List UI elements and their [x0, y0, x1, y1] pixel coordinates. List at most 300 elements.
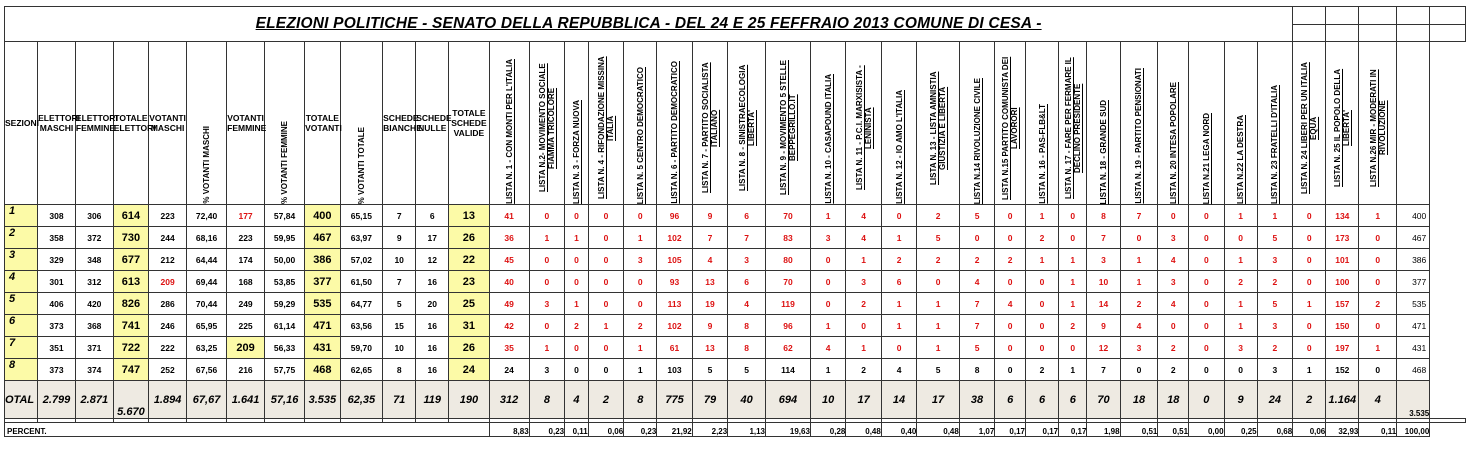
cell-list-26: 0 — [1359, 315, 1397, 337]
header-list-18 — [1087, 42, 1120, 205]
cell-list-4: 0 — [588, 205, 623, 227]
percent-list-20: 0,51 — [1158, 423, 1189, 437]
percent-list-15: 0,17 — [995, 423, 1026, 437]
cell-list-16: 2 — [1026, 227, 1059, 249]
cell-list-6: 113 — [657, 293, 692, 315]
cell-list-24: 0 — [1293, 271, 1326, 293]
total-pvf: 57,16 — [264, 381, 304, 419]
cell-pvm: 70,44 — [186, 293, 226, 315]
cell-list-9: 70 — [766, 205, 811, 227]
cell-tsv: 26 — [449, 227, 489, 249]
cell-list-24: 1 — [1293, 293, 1326, 315]
cell-list-3: 0 — [565, 271, 589, 293]
cell-sb: 7 — [383, 205, 416, 227]
cell-list-4: 0 — [588, 271, 623, 293]
blank-cell — [1430, 419, 1466, 423]
percent-list-16: 0,17 — [1026, 423, 1059, 437]
cell-list-11: 1 — [846, 337, 881, 359]
cell-te: 677 — [113, 249, 148, 271]
cell-list-8: 7 — [728, 227, 766, 249]
total-list-15: 6 — [995, 381, 1026, 419]
page-title: ELEZIONI POLITICHE - SENATO DELLA REPUBBLICA - DEL 24 E 25 FEFFRAIO 2013 COMUNE DI CESA - — [5, 7, 1293, 42]
list-name: LISTA N.22 LA DESTRA — [1236, 114, 1246, 204]
list-name: LISTA N.21 LEGA NORD — [1201, 112, 1211, 204]
cell-list-23: 3 — [1257, 359, 1293, 381]
cell-list-12: 0 — [881, 337, 916, 359]
total-list-19: 18 — [1120, 381, 1158, 419]
percent-row — [5, 423, 1466, 437]
cell-em: 351 — [38, 337, 76, 359]
cell-list-18: 3 — [1087, 249, 1120, 271]
cell-list-7: 9 — [692, 315, 727, 337]
blank-cell — [1326, 7, 1359, 25]
cell-list-2: 3 — [529, 359, 564, 381]
section-number: 1 — [5, 205, 38, 227]
cell-list-26: 0 — [1359, 249, 1397, 271]
cell-list-22: 2 — [1224, 271, 1257, 293]
cell-vf: 216 — [227, 359, 265, 381]
percent-list-24: 0,06 — [1293, 423, 1326, 437]
cell-list-17: 1 — [1059, 359, 1087, 381]
cell-row-total: 400 — [1397, 205, 1430, 227]
cell-vm: 252 — [149, 359, 187, 381]
cell-vm: 246 — [149, 315, 187, 337]
cell-list-25: 134 — [1326, 205, 1359, 227]
total-tsv: 190 — [449, 381, 489, 419]
section-number: 5 — [5, 293, 38, 315]
total-list-26: 4 — [1359, 381, 1397, 419]
cell-vf: 168 — [227, 271, 265, 293]
cell-sn: 16 — [416, 315, 449, 337]
cell-em: 301 — [38, 271, 76, 293]
total-list-7: 79 — [692, 381, 727, 419]
cell-tv: 535 — [305, 293, 340, 315]
cell-list-18: 12 — [1087, 337, 1120, 359]
list-name: LISTA N. 18 - GRANDE SUD — [1099, 99, 1108, 204]
total-list-20: 18 — [1158, 381, 1189, 419]
cell-list-4: 0 — [588, 337, 623, 359]
list-name: LISTA N. 23 FRATELLI D'ITALIA — [1270, 85, 1280, 204]
header-schede-nulle: SCHEDE NULLE — [416, 42, 449, 205]
cell-te: 747 — [113, 359, 148, 381]
cell-list-26: 2 — [1359, 293, 1397, 315]
header-list-7 — [692, 42, 727, 205]
total-sb: 71 — [383, 381, 416, 419]
percent-list-14: 1,07 — [959, 423, 994, 437]
cell-list-23: 1 — [1257, 205, 1293, 227]
cell-list-25: 101 — [1326, 249, 1359, 271]
cell-list-6: 61 — [657, 337, 692, 359]
list-name: LISTA N. 13 - LISTA AMNISTIA GIUSTIZIA E LIBERTA — [929, 71, 948, 185]
cell-list-5: 0 — [624, 205, 657, 227]
percent-label: PERCENT. — [5, 423, 490, 437]
cell-pvt: 59,70 — [340, 337, 383, 359]
cell-pvm: 67,56 — [186, 359, 226, 381]
table-row — [5, 227, 1466, 249]
percent-list-23: 0,68 — [1257, 423, 1293, 437]
total-list-21: 0 — [1189, 381, 1224, 419]
cell-list-17: 0 — [1059, 337, 1087, 359]
blank-cell — [1359, 24, 1397, 42]
header-list-22 — [1224, 42, 1257, 205]
total-pvm: 67,67 — [186, 381, 226, 419]
cell-row-total: 431 — [1397, 337, 1430, 359]
cell-pvf: 57,84 — [264, 205, 304, 227]
cell-ef: 306 — [75, 205, 113, 227]
cell-list-20: 4 — [1158, 293, 1189, 315]
cell-em: 308 — [38, 205, 76, 227]
cell-list-14: 5 — [959, 205, 994, 227]
cell-vm: 223 — [149, 205, 187, 227]
cell-vm: 222 — [149, 337, 187, 359]
cell-list-1: 40 — [489, 271, 529, 293]
cell-list-11: 2 — [846, 293, 881, 315]
cell-list-21: 0 — [1189, 227, 1224, 249]
cell-sb: 5 — [383, 293, 416, 315]
cell-list-24: 0 — [1293, 249, 1326, 271]
total-tv: 3.535 — [305, 381, 340, 419]
cell-list-23: 3 — [1257, 315, 1293, 337]
cell-list-1: 45 — [489, 249, 529, 271]
cell-list-3: 2 — [565, 315, 589, 337]
cell-list-19: 1 — [1120, 249, 1158, 271]
cell-list-12: 2 — [881, 249, 916, 271]
cell-te: 722 — [113, 337, 148, 359]
header-totale-schede-valide: TOTALE SCHEDE VALIDE — [449, 42, 489, 205]
header-sezioni: SEZIONI — [5, 42, 38, 205]
cell-pvm: 69,44 — [186, 271, 226, 293]
blank-cell — [1430, 24, 1466, 42]
cell-tv: 386 — [305, 249, 340, 271]
list-name: LISTA N. 1 - CON MONTI PER L'ITALIA — [504, 59, 514, 204]
cell-list-13: 5 — [917, 359, 960, 381]
section-number: 3 — [5, 249, 38, 271]
cell-pvt: 64,77 — [340, 293, 383, 315]
cell-sb: 8 — [383, 359, 416, 381]
cell-pvt: 61,50 — [340, 271, 383, 293]
cell-list-3: 0 — [565, 359, 589, 381]
percent-list-25: 32,93 — [1326, 423, 1359, 437]
cell-list-8: 8 — [728, 315, 766, 337]
cell-sn: 17 — [416, 227, 449, 249]
cell-sb: 7 — [383, 271, 416, 293]
total-vm: 1.894 — [149, 381, 187, 419]
cell-pvt: 62,65 — [340, 359, 383, 381]
cell-list-10: 0 — [810, 249, 845, 271]
total-pvt: 62,35 — [340, 381, 383, 419]
list-name: LISTA N. 20 INTESA POPOLARE — [1168, 82, 1178, 204]
cell-list-5: 1 — [624, 337, 657, 359]
cell-list-10: 4 — [810, 337, 845, 359]
total-ef: 2.871 — [75, 381, 113, 419]
cell-list-11: 4 — [846, 227, 881, 249]
cell-list-1: 35 — [489, 337, 529, 359]
cell-list-17: 1 — [1059, 271, 1087, 293]
total-list-11: 17 — [846, 381, 881, 419]
cell-list-19: 0 — [1120, 359, 1158, 381]
cell-list-5: 3 — [624, 249, 657, 271]
cell-list-2: 0 — [529, 315, 564, 337]
percent-list-13: 0,48 — [917, 423, 960, 437]
total-grand: 3.535 — [1397, 381, 1430, 419]
cell-list-25: 152 — [1326, 359, 1359, 381]
total-list-6: 775 — [657, 381, 692, 419]
total-te: 5.670 — [113, 381, 148, 419]
cell-list-24: 0 — [1293, 205, 1326, 227]
cell-tv: 377 — [305, 271, 340, 293]
cell-list-24: 0 — [1293, 227, 1326, 249]
cell-list-10: 1 — [810, 315, 845, 337]
cell-list-17: 0 — [1059, 205, 1087, 227]
percent-list-12: 0,40 — [881, 423, 916, 437]
cell-list-1: 41 — [489, 205, 529, 227]
list-name: LISTA N.2- MOVIMENTO SOCIALE FIAMMA TRICOLORE — [537, 63, 556, 193]
section-number: 4 — [5, 271, 38, 293]
header-list-2 — [529, 42, 564, 205]
cell-list-13: 1 — [917, 315, 960, 337]
cell-pvf: 56,33 — [264, 337, 304, 359]
cell-list-26: 0 — [1359, 359, 1397, 381]
cell-list-26: 1 — [1359, 205, 1397, 227]
cell-list-11: 3 — [846, 271, 881, 293]
cell-list-16: 0 — [1026, 293, 1059, 315]
table-row — [5, 359, 1466, 381]
cell-list-22: 1 — [1224, 205, 1257, 227]
cell-list-15: 0 — [995, 359, 1026, 381]
header-list-26 — [1359, 42, 1397, 205]
percent-list-4: 0,06 — [588, 423, 623, 437]
cell-pvf: 59,29 — [264, 293, 304, 315]
total-list-9: 694 — [766, 381, 811, 419]
cell-list-7: 13 — [692, 271, 727, 293]
header-list-19 — [1120, 42, 1158, 205]
cell-list-8: 3 — [728, 249, 766, 271]
cell-list-12: 0 — [881, 205, 916, 227]
cell-list-22: 3 — [1224, 337, 1257, 359]
cell-pvm: 65,95 — [186, 315, 226, 337]
cell-list-26: 0 — [1359, 271, 1397, 293]
cell-list-3: 0 — [565, 337, 589, 359]
cell-list-20: 2 — [1158, 337, 1189, 359]
cell-row-total: 535 — [1397, 293, 1430, 315]
list-name: LISTA N.15 PARTITO COMUNISTA DEI LAVORORI — [1001, 56, 1020, 200]
list-name: LISTA N. 3 - FORZA NUOVA — [571, 100, 581, 204]
percent-list-19: 0,51 — [1120, 423, 1158, 437]
cell-list-7: 13 — [692, 337, 727, 359]
list-name: LISTA N. 16 - PAS-FLB&LT — [1037, 104, 1047, 204]
total-list-16: 6 — [1026, 381, 1059, 419]
cell-list-25: 100 — [1326, 271, 1359, 293]
cell-list-12: 1 — [881, 315, 916, 337]
percent-list-11: 0,48 — [846, 423, 881, 437]
cell-pvm: 64,44 — [186, 249, 226, 271]
cell-list-3: 1 — [565, 227, 589, 249]
cell-list-23: 5 — [1257, 293, 1293, 315]
percent-list-8: 1,13 — [728, 423, 766, 437]
header-pct-votanti-totale — [340, 42, 383, 205]
list-name: LISTA N. 10 - CASAPOUND ITALIA — [823, 74, 833, 204]
cell-list-14: 0 — [959, 227, 994, 249]
cell-list-24: 1 — [1293, 359, 1326, 381]
cell-vm: 212 — [149, 249, 187, 271]
cell-list-15: 0 — [995, 315, 1026, 337]
cell-list-18: 10 — [1087, 271, 1120, 293]
cell-list-18: 7 — [1087, 359, 1120, 381]
cell-list-8: 6 — [728, 271, 766, 293]
cell-list-21: 0 — [1189, 205, 1224, 227]
cell-te: 613 — [113, 271, 148, 293]
cell-list-14: 2 — [959, 249, 994, 271]
header-list-17 — [1059, 42, 1087, 205]
header-list-13 — [917, 42, 960, 205]
cell-list-10: 1 — [810, 359, 845, 381]
percent-list-1: 8,83 — [489, 423, 529, 437]
table-row — [5, 293, 1466, 315]
cell-list-6: 102 — [657, 227, 692, 249]
cell-list-21: 0 — [1189, 271, 1224, 293]
cell-te: 730 — [113, 227, 148, 249]
cell-list-13: 2 — [917, 205, 960, 227]
section-number: 8 — [5, 359, 38, 381]
blank-cell — [1397, 7, 1430, 25]
cell-te: 826 — [113, 293, 148, 315]
table-row — [5, 271, 1466, 293]
total-list-3: 4 — [565, 381, 589, 419]
cell-list-10: 1 — [810, 205, 845, 227]
cell-list-21: 0 — [1189, 249, 1224, 271]
cell-list-14: 4 — [959, 271, 994, 293]
cell-list-11: 2 — [846, 359, 881, 381]
cell-list-9: 83 — [766, 227, 811, 249]
cell-list-15: 0 — [995, 227, 1026, 249]
cell-list-1: 24 — [489, 359, 529, 381]
cell-pvm: 68,16 — [186, 227, 226, 249]
blank-cell — [1359, 7, 1397, 25]
cell-list-25: 157 — [1326, 293, 1359, 315]
cell-list-13: 1 — [917, 337, 960, 359]
cell-tsv: 25 — [449, 293, 489, 315]
cell-list-12: 1 — [881, 227, 916, 249]
header-list-16 — [1026, 42, 1059, 205]
cell-pvt: 63,56 — [340, 315, 383, 337]
cell-list-17: 0 — [1059, 227, 1087, 249]
cell-list-4: 0 — [588, 293, 623, 315]
results-table — [4, 6, 1466, 437]
header-list-11 — [846, 42, 881, 205]
cell-list-20: 0 — [1158, 205, 1189, 227]
cell-vm: 209 — [149, 271, 187, 293]
cell-vf: 223 — [227, 227, 265, 249]
cell-tv: 431 — [305, 337, 340, 359]
cell-sb: 10 — [383, 249, 416, 271]
total-list-12: 14 — [881, 381, 916, 419]
cell-list-14: 5 — [959, 337, 994, 359]
cell-list-6: 105 — [657, 249, 692, 271]
cell-list-23: 2 — [1257, 271, 1293, 293]
cell-list-6: 102 — [657, 315, 692, 337]
cell-list-23: 2 — [1257, 337, 1293, 359]
cell-list-14: 7 — [959, 293, 994, 315]
cell-list-8: 8 — [728, 337, 766, 359]
percent-total: 100,00 — [1397, 423, 1430, 437]
cell-list-9: 70 — [766, 271, 811, 293]
cell-sn: 16 — [416, 271, 449, 293]
cell-list-9: 119 — [766, 293, 811, 315]
cell-list-15: 0 — [995, 337, 1026, 359]
percent-list-26: 0,11 — [1359, 423, 1397, 437]
cell-list-14: 7 — [959, 315, 994, 337]
cell-sn: 16 — [416, 337, 449, 359]
cell-list-8: 5 — [728, 359, 766, 381]
cell-list-9: 80 — [766, 249, 811, 271]
list-name: LISTA N. 6 - PARTITO DEMOCRATICO — [670, 61, 680, 204]
cell-list-13: 1 — [917, 293, 960, 315]
cell-list-4: 0 — [588, 227, 623, 249]
cell-list-21: 0 — [1189, 293, 1224, 315]
cell-tv: 467 — [305, 227, 340, 249]
total-list-18: 70 — [1087, 381, 1120, 419]
cell-tsv: 24 — [449, 359, 489, 381]
header-votanti-maschi: VOTANTI MASCHI — [149, 42, 187, 205]
cell-tsv: 23 — [449, 271, 489, 293]
list-name: LISTA N. 17 - FARE PER FERMARE IL DECLINO PRESIDENTE — [1063, 57, 1082, 199]
total-list-2: 8 — [529, 381, 564, 419]
list-name: LISTA N. 4 - RIFONDAZIONE MISSINA ITALIA — [596, 56, 615, 200]
section-number: 7 — [5, 337, 38, 359]
header-totale-votanti: TOTALE VOTANTI — [305, 42, 340, 205]
cell-list-8: 4 — [728, 293, 766, 315]
cell-sn: 6 — [416, 205, 449, 227]
list-name: LISTA N. 8 - SINISTRAECOLOGIA LIBERTA' — [737, 64, 756, 192]
header-list-14 — [959, 42, 994, 205]
table-row — [5, 249, 1466, 271]
header-schede-bianche: SCHEDE BIANCHE — [383, 42, 416, 205]
cell-tsv: 31 — [449, 315, 489, 337]
cell-list-19: 7 — [1120, 205, 1158, 227]
cell-list-20: 4 — [1158, 249, 1189, 271]
cell-pvt: 65,15 — [340, 205, 383, 227]
total-list-25: 1.164 — [1326, 381, 1359, 419]
header-label: % VOTANTI MASCHI — [202, 126, 212, 204]
cell-ef: 374 — [75, 359, 113, 381]
cell-list-15: 0 — [995, 205, 1026, 227]
totals-row — [5, 381, 1466, 419]
cell-list-2: 3 — [529, 293, 564, 315]
cell-list-2: 0 — [529, 205, 564, 227]
percent-list-17: 0,17 — [1059, 423, 1087, 437]
cell-list-6: 103 — [657, 359, 692, 381]
list-name: LISTA N. 7 - PARTITO SOCIALISTA ITALIANO — [700, 62, 719, 194]
header-list-20 — [1158, 42, 1189, 205]
cell-pvt: 57,02 — [340, 249, 383, 271]
cell-te: 741 — [113, 315, 148, 337]
cell-vf: 174 — [227, 249, 265, 271]
cell-list-24: 0 — [1293, 337, 1326, 359]
cell-vf: 177 — [227, 205, 265, 227]
cell-list-22: 1 — [1224, 315, 1257, 337]
cell-pvf: 53,85 — [264, 271, 304, 293]
cell-pvf: 50,00 — [264, 249, 304, 271]
blank-cell — [1326, 24, 1359, 42]
header-list-10 — [810, 42, 845, 205]
percent-list-2: 0,23 — [529, 423, 564, 437]
cell-list-25: 150 — [1326, 315, 1359, 337]
cell-list-7: 9 — [692, 205, 727, 227]
header-elettori-maschi: ELETTORI MASCHI — [38, 42, 76, 205]
cell-em: 373 — [38, 359, 76, 381]
cell-list-25: 173 — [1326, 227, 1359, 249]
header-votanti-femmine: VOTANTI FEMMINE — [227, 42, 265, 205]
